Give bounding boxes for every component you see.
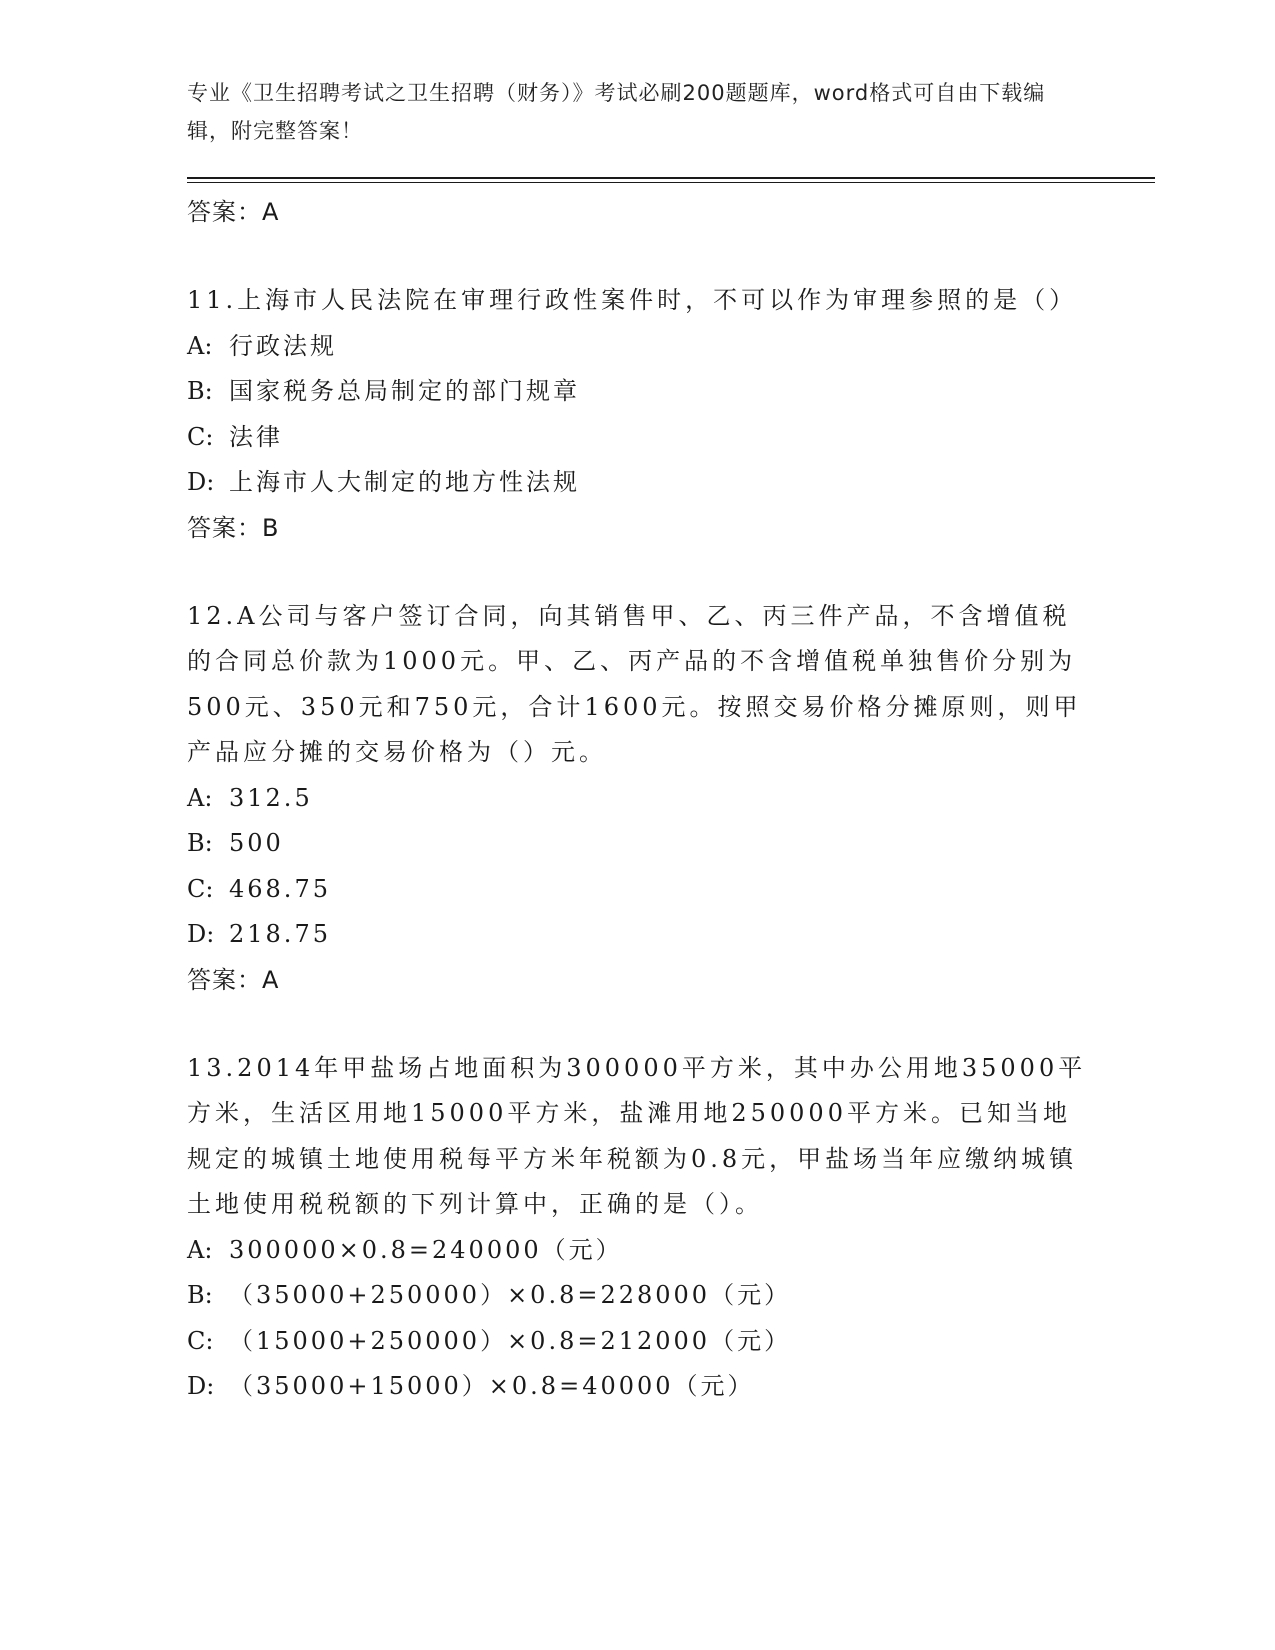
option-label: D: <box>187 468 215 496</box>
option-label: B: <box>187 829 213 857</box>
question-stem: 13.2014年甲盐场占地面积为300000平方米，其中办公用地35000平方米，生活区用地15000平方米，盐滩用地250000平方米。已知当地规定的城镇土地使用税每平方米年税额为0.8元，甲盐场当年应缴纳城镇土地使用税税额的下列计算中，正确的是（）。 <box>187 1053 1087 1218</box>
option-d <box>187 1364 1087 1410</box>
option-text: 法律 <box>229 422 283 451</box>
answer-line: 答案：A <box>187 965 280 994</box>
question-list <box>187 190 1087 1410</box>
option-label: C: <box>187 422 214 451</box>
answer-line: 答案：B <box>187 513 280 542</box>
option-a <box>187 776 1087 822</box>
option-text: 300000×0.8=240000（元） <box>229 1235 623 1264</box>
option-text: 312.5 <box>229 783 313 812</box>
option-text: （35000+15000）×0.8=40000（元） <box>229 1372 755 1400</box>
question-stem: 11.上海市人民法院在审理行政性案件时，不可以作为审理参照的是（） <box>187 286 1078 314</box>
option-label: C: <box>187 1326 214 1355</box>
option-text: 218.75 <box>229 920 331 948</box>
option-c <box>187 867 1087 913</box>
option-a <box>187 1228 1087 1274</box>
option-label: A: <box>187 1235 213 1264</box>
option-text: 国家税务总局制定的部门规章 <box>229 377 580 405</box>
option-text: （15000+250000）×0.8=212000（元） <box>229 1326 792 1355</box>
option-d <box>187 912 1087 958</box>
answer-line: 答案：A <box>187 198 280 226</box>
option-b <box>187 369 1087 415</box>
option-label: C: <box>187 874 214 903</box>
option-d <box>187 460 1087 506</box>
spacer <box>187 234 1087 278</box>
spacer <box>187 550 1087 594</box>
question-stem: 12.A公司与客户签订合同，向其销售甲、乙、丙三件产品，不含增值税的合同总价款为1000元。甲、乙、丙产品的不含增值税单独售价分别为500元、350元和750元，合计1600元。按照交易价格分摊原则，则甲产品应分摊的交易价格为（）元。 <box>187 601 1082 766</box>
option-text: 468.75 <box>229 874 331 903</box>
option-text: 上海市人大制定的地方性法规 <box>229 468 580 496</box>
option-label: D: <box>187 920 215 948</box>
option-label: A: <box>187 331 213 360</box>
document-header: 专业《卫生招聘考试之卫生招聘（财务）》考试必刷200题题库，word格式可自由下载编辑，附完整答案！ <box>187 81 1046 143</box>
option-label: A: <box>187 783 213 812</box>
option-c <box>187 1319 1087 1365</box>
question-block <box>187 594 1087 1002</box>
header-divider-thin <box>187 182 1155 183</box>
option-text: （35000+250000）×0.8=228000（元） <box>229 1281 792 1309</box>
question-block <box>187 1046 1087 1410</box>
question-block <box>187 278 1087 550</box>
option-b <box>187 1273 1087 1319</box>
option-text: 500 <box>229 829 284 857</box>
option-label: B: <box>187 377 213 405</box>
option-label: D: <box>187 1372 215 1400</box>
option-label: B: <box>187 1281 213 1309</box>
option-a <box>187 324 1087 370</box>
header-divider <box>187 177 1155 179</box>
option-c <box>187 415 1087 461</box>
option-b <box>187 821 1087 867</box>
option-text: 行政法规 <box>229 331 337 360</box>
spacer <box>187 1002 1087 1046</box>
